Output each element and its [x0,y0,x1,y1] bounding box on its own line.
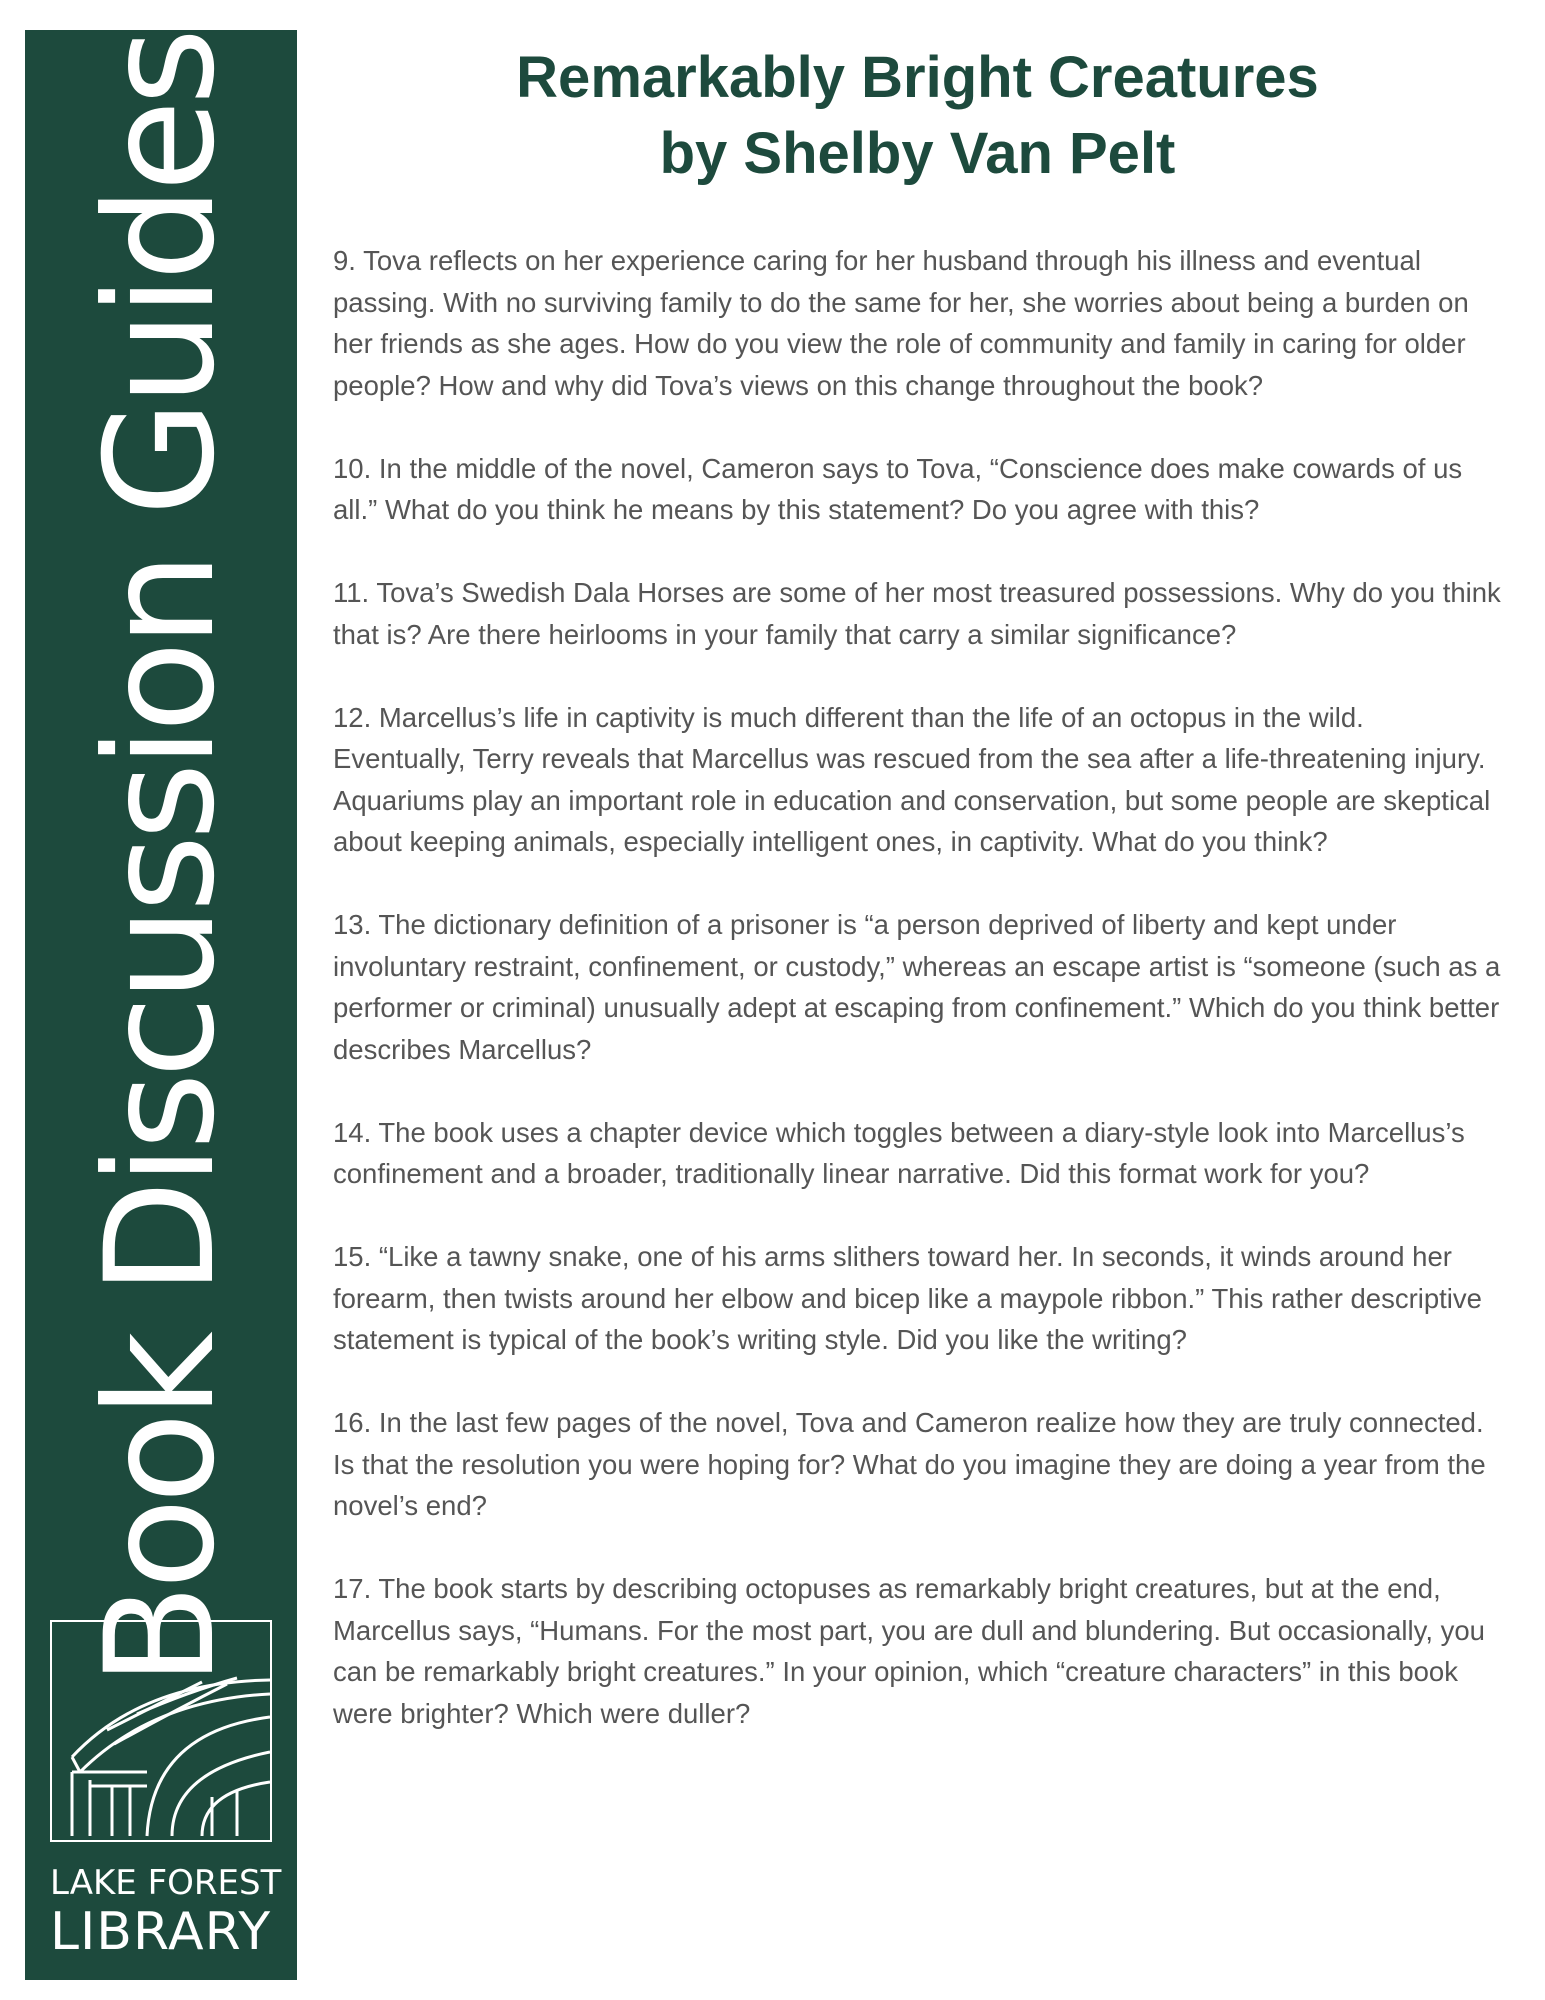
discussion-questions [333,240,1503,1776]
question-14: 14. The book uses a chapter device which toggles between a diary-style look into Marcellus’s confinement and a broader, traditionally linear narrative. Did this format work for you? [333,1116,1465,1189]
sidebar-banner [25,30,297,1980]
vertical-title: Book Discussion Guides [74,33,248,1687]
question-10: 10. In the middle of the novel, Cameron says to Tova, “Conscience does make cowards of us all.” What do you think he means by this statement? Do you agree with this? [333,452,1463,525]
question-12: 12. Marcellus’s life in captivity is much different than the life of an octopus in the wild. Eventually, Terry reveals that Marcellus was rescued from the sea after a life-threatening injury. Aquariums play an important role in education and conservation, but some people are skeptical about keeping animals, especially intelligent ones, in captivity. What do you think? [333,701,1491,857]
book-title: Remarkably Bright Creatures [516,45,1319,110]
logo-text-lake-forest: LAKE FOREST [50,1863,282,1903]
question-11: 11. Tova’s Swedish Dala Horses are some of her most treasured possessions. Why do you think that is? Are there heirlooms in your family that carry a similar significance? [333,577,1501,650]
library-logo [50,1620,282,1970]
logo-building-icon [50,1620,272,1842]
question-9: 9. Tova reflects on her experience caring for her husband through his illness and eventual passing. With no surviving family to do the same for her, she worries about being a burden on her friends as she ages. How do you view the role of community and family in caring for older people? How and why did Tova’s views on this change throughout the book? [333,245,1469,401]
question-15: 15. “Like a tawny snake, one of his arms slithers toward her. In seconds, it winds around her forearm, then twists around her elbow and bicep like a maypole ribbon.” This rather descriptive statement is typical of the book’s writing style. Did you like the writing? [333,1241,1482,1355]
logo-text-library: LIBRARY [50,1902,272,1962]
page-header [330,40,1505,192]
question-13: 13. The dictionary definition of a prisoner is “a person deprived of liberty and kept under involuntary restraint, confinement, or custody,” whereas an escape artist is “someone (such as a performer or criminal) unusually adept at escaping from confinement.” Which do you think better describes Marcellus? [333,909,1501,1065]
book-author: by Shelby Van Pelt [659,121,1176,186]
question-16: 16. In the last few pages of the novel, Tova and Cameron realize how they are truly connected. Is that the resolution you were hoping for? What do you imagine they are doing a year from the novel’s end? [333,1407,1486,1521]
question-17: 17. The book starts by describing octopuses as remarkably bright creatures, but at the end, Marcellus says, “Humans. For the most part, you are dull and blundering. But occasionally, you can be remarkably bright creatures.” In your opinion, which “creature characters” in this book were brighter? Which were duller? [333,1573,1485,1729]
